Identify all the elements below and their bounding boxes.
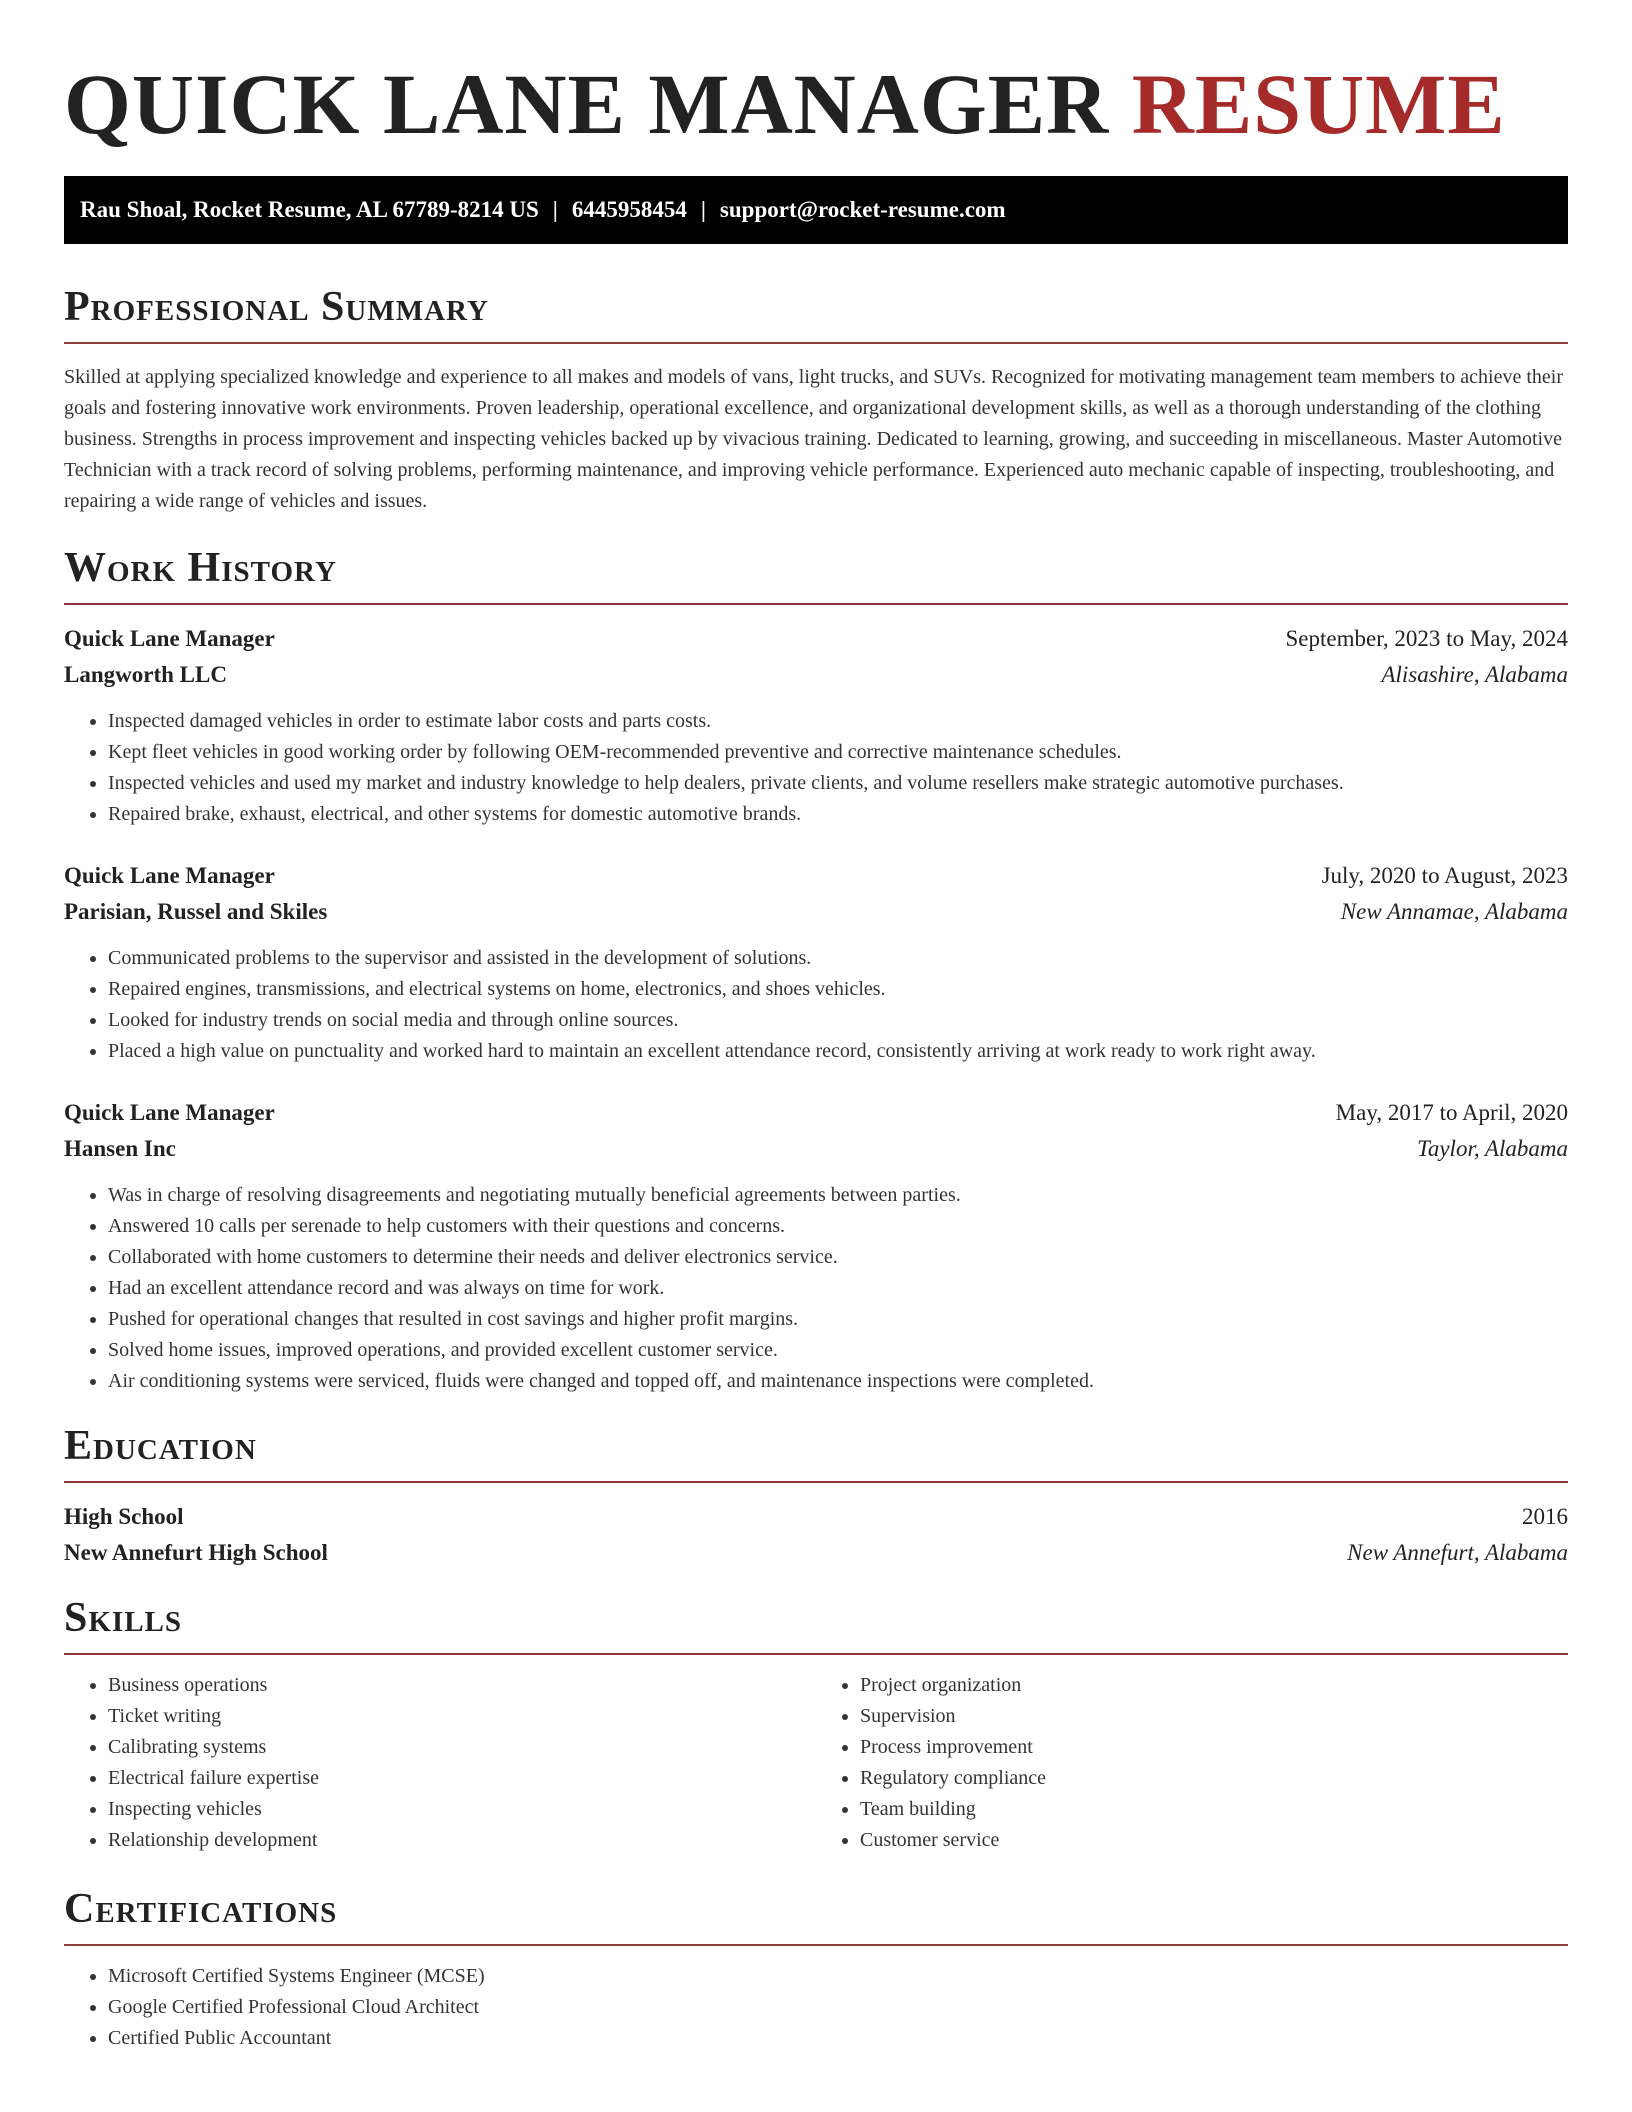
summary-text: Skilled at applying specialized knowledge and experience to all makes and models of vans, light trucks, and SUVs. Recognized for motivating management team members to achieve their goals and fostering innovative work environments. Proven leadership, operational excellence, and organizational development skills, as well as a thorough understanding of the clothing business. Strengths in process improvement and inspecting vehicles backed up by vivacious training. Dedicated to learning, growing, and succeeding in miscellaneous. Master Automotive Technician with a track record of solving problems, performing maintenance, and improving vehicle performance. Experienced auto mechanic capable of inspecting, troubleshooting, and repairing a wide range of vehicles and issues. — [64, 366, 1564, 512]
list-item: • Project organization — [860, 1670, 1568, 1701]
certifications-section — [64, 1884, 1568, 2054]
job-title-row — [64, 858, 1568, 894]
work-history-section — [64, 543, 1568, 1397]
list-item: • Supervision — [860, 1701, 1568, 1732]
job-company: Hansen Inc — [64, 1136, 176, 1161]
education-section — [64, 1421, 1568, 1571]
list-item: • Communicated problems to the supervisor and assisted in the development of solutions. — [108, 943, 1568, 974]
contact-separator: | — [552, 197, 558, 222]
list-item: • Air conditioning systems were serviced, fluids were changed and topped off, and maintenance inspections were completed. — [108, 1366, 1568, 1397]
list-item: • Had an excellent attendance record and was always on time for work. — [108, 1273, 1568, 1304]
list-item: • Inspecting vehicles — [108, 1794, 816, 1825]
list-item: • Kept fleet vehicles in good working order by following OEM-recommended preventive and corrective maintenance schedules. — [108, 737, 1568, 768]
job-title: Quick Lane Manager — [64, 626, 275, 651]
list-item: • Team building — [860, 1794, 1568, 1825]
job-company: Langworth LLC — [64, 662, 227, 687]
list-item: • Google Certified Professional Cloud Architect — [108, 1992, 1568, 2023]
education-degree-row — [64, 1499, 1568, 1535]
certifications-list — [64, 1961, 1568, 2054]
job-location: New Annamae, Alabama — [1340, 899, 1568, 924]
education-degree: High School — [64, 1504, 184, 1529]
job-title-row — [64, 1095, 1568, 1131]
section-divider — [64, 603, 1568, 605]
job-entry — [64, 858, 1568, 1067]
contact-separator: | — [700, 197, 706, 222]
job-entry — [64, 1095, 1568, 1397]
section-title-certifications: Certifications — [64, 1886, 338, 1932]
section-divider — [64, 1653, 1568, 1655]
section-title-skills: Skills — [64, 1595, 183, 1641]
contact-address: Rau Shoal, Rocket Resume, AL 67789-8214 US — [80, 197, 539, 222]
list-item: • Microsoft Certified Systems Engineer (MCSE) — [108, 1961, 1568, 1992]
list-item: • Process improvement — [860, 1732, 1568, 1763]
education-school: New Annefurt High School — [64, 1540, 328, 1565]
title-main: QUICK LANE MANAGER — [64, 56, 1110, 152]
list-item: • Customer service — [860, 1825, 1568, 1856]
list-item: • Regulatory compliance — [860, 1763, 1568, 1794]
section-title-work-history: Work History — [64, 545, 337, 591]
education-location: New Annefurt, Alabama — [1347, 1540, 1568, 1565]
education-school-row — [64, 1535, 1568, 1571]
section-divider — [64, 1481, 1568, 1483]
job-location: Alisashire, Alabama — [1381, 662, 1568, 687]
list-item: • Business operations — [108, 1670, 816, 1701]
list-item: • Solved home issues, improved operations, and provided excellent customer service. — [108, 1335, 1568, 1366]
list-item: • Calibrating systems — [108, 1732, 816, 1763]
skills-list-right — [816, 1670, 1568, 1856]
job-company-row — [64, 657, 1568, 693]
resume-title — [64, 0, 1568, 150]
job-bullets — [64, 943, 1568, 1067]
list-item: • Relationship development — [108, 1825, 816, 1856]
section-divider — [64, 342, 1568, 344]
list-item: • Collaborated with home customers to determine their needs and deliver electronics service. — [108, 1242, 1568, 1273]
list-item: • Ticket writing — [108, 1701, 816, 1732]
section-divider — [64, 1944, 1568, 1946]
job-entry — [64, 621, 1568, 830]
job-bullets — [64, 706, 1568, 830]
job-company: Parisian, Russel and Skiles — [64, 899, 328, 924]
education-year: 2016 — [1522, 1504, 1568, 1529]
skills-section — [64, 1593, 1568, 1856]
skills-columns — [64, 1670, 1568, 1856]
job-title: Quick Lane Manager — [64, 863, 275, 888]
summary-section — [64, 282, 1568, 517]
job-dates: July, 2020 to August, 2023 — [1321, 863, 1568, 888]
list-item: • Pushed for operational changes that resulted in cost savings and higher profit margins. — [108, 1304, 1568, 1335]
job-dates: May, 2017 to April, 2020 — [1335, 1100, 1568, 1125]
list-item: • Repaired brake, exhaust, electrical, and other systems for domestic automotive brands. — [108, 799, 1568, 830]
list-item: • Certified Public Accountant — [108, 2023, 1568, 2054]
skills-list-left — [64, 1670, 816, 1856]
job-bullets — [64, 1180, 1568, 1397]
job-location: Taylor, Alabama — [1417, 1136, 1568, 1161]
title-accent: RESUME — [1131, 56, 1506, 152]
list-item: • Placed a high value on punctuality and worked hard to maintain an excellent attendance record, consistently arriving at work ready to work right away. — [108, 1036, 1568, 1067]
list-item: • Repaired engines, transmissions, and electrical systems on home, electronics, and shoes vehicles. — [108, 974, 1568, 1005]
list-item: • Answered 10 calls per serenade to help customers with their questions and concerns. — [108, 1211, 1568, 1242]
section-title-education: Education — [64, 1423, 257, 1469]
contact-bar — [64, 176, 1568, 244]
education-entry — [64, 1499, 1568, 1571]
contact-email: support@rocket-resume.com — [719, 197, 1006, 222]
contact-phone: 6445958454 — [571, 197, 687, 222]
job-dates: September, 2023 to May, 2024 — [1285, 626, 1568, 651]
list-item: • Was in charge of resolving disagreements and negotiating mutually beneficial agreements between parties. — [108, 1180, 1568, 1211]
job-title-row — [64, 621, 1568, 657]
resume-page — [64, 0, 1568, 2054]
list-item: • Looked for industry trends on social media and through online sources. — [108, 1005, 1568, 1036]
section-title-summary: Professional Summary — [64, 284, 489, 330]
list-item: • Electrical failure expertise — [108, 1763, 816, 1794]
list-item: • Inspected vehicles and used my market and industry knowledge to help dealers, private clients, and volume resellers make strategic automotive purchases. — [108, 768, 1568, 799]
list-item: • Inspected damaged vehicles in order to estimate labor costs and parts costs. — [108, 706, 1568, 737]
job-company-row — [64, 894, 1568, 930]
job-company-row — [64, 1131, 1568, 1167]
job-title: Quick Lane Manager — [64, 1100, 275, 1125]
